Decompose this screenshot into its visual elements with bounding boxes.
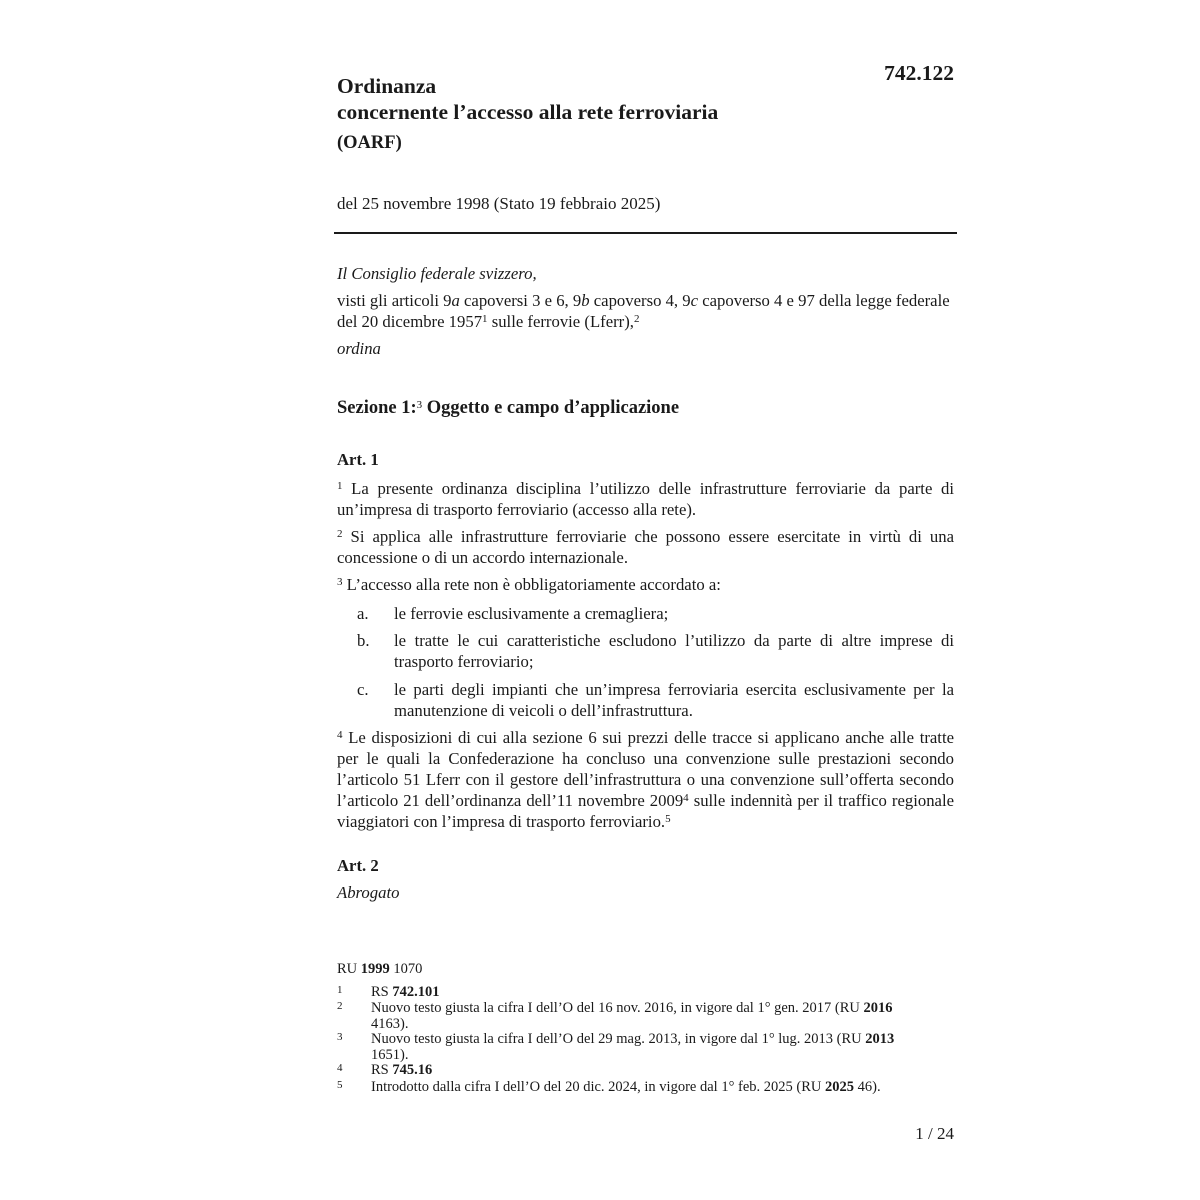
sr-number: 742.122 [884,61,954,85]
section-label: Sezione 1: [337,398,417,418]
footnote-text: Introdotto dalla cifra I dell’O del 20 dic. 2024, in vigore dal 1° feb. 2025 (RU [371,1079,825,1095]
legal-basis-text: visti gli articoli 9 [337,291,452,310]
preamble-legal-basis [337,290,957,332]
footnote-text: 46). [853,1079,881,1095]
footnote-ref[interactable]: 5 [665,813,671,825]
title-line-1: Ordinanza [337,74,437,98]
legal-basis-text: capoversi 3 e 6, 9 [459,291,582,310]
preamble [337,263,957,359]
ru-reference [337,961,422,978]
list-item [357,630,954,672]
article-heading: Art. 1 [337,450,379,469]
footnote-number: 4 [337,1062,343,1074]
footnote [337,1063,957,1079]
footnote-text: Nuovo testo giusta la cifra I dell’O del 29 mag. 2013, in vigore dal 1° lug. 2013 (RU [371,1031,866,1047]
section-heading [337,398,679,419]
footnote-bold: 2013 [865,1031,895,1047]
paragraph-number: 2 [337,528,343,540]
preamble-decree: ordina [337,339,381,358]
header-divider [334,232,957,234]
footnote-ref[interactable]: 2 [633,313,640,325]
legal-basis-text: capoverso 4, 9 [589,291,691,310]
footnote-text: Nuovo testo giusta la cifra I dell’O del 16 nov. 2016, in vigore dal 1° gen. 2017 (RU [371,1000,864,1016]
footnote-text: 4163). [371,1015,409,1032]
title-line-2: concernente l’accesso alla rete ferroviaria [337,100,719,124]
paragraph-text: sulle indennità per il traffico regionale viaggiatori con l’impresa di trasporto ferroviario. [337,791,954,831]
paragraph-number: 4 [337,729,343,741]
footnote [337,1080,957,1096]
footnote-ref[interactable]: 1 [482,313,488,325]
list-item-label: b. [357,631,370,650]
footnote-bold: 2025 [824,1079,854,1095]
footnote [337,985,957,1001]
paragraph-number: 1 [337,480,343,492]
footnote-number: 2 [337,1000,343,1012]
paragraph-text: La presente ordinanza disciplina l’utilizzo delle infrastrutture ferroviarie da parte di un’impresa di trasporto ferroviario (accesso alla rete). [337,479,954,519]
document-date: del 25 novembre 1998 (Stato 19 febbraio 2025) [337,194,661,213]
list-item-label: c. [357,680,369,699]
footnote-number: 5 [337,1079,343,1091]
footnote-ref[interactable]: 3 [416,399,423,411]
list-item-text: le tratte le cui caratteristiche escludono l’utilizzo da parte di altre imprese di trasporto ferroviario; [394,631,954,671]
legal-basis-text: capoverso 4 e 97 della legge federale del 20 dicembre 1957 [337,291,950,331]
paragraph-number: 3 [337,576,343,588]
ru-prefix: RU [337,961,361,977]
ru-page: 1070 [389,961,423,977]
footnote-number: 3 [337,1031,343,1043]
footnote-text: 1651). [371,1046,409,1063]
footnote-number: 1 [337,984,343,996]
footnote-ref[interactable]: 4 [683,792,689,804]
footnote-bold: 2016 [863,1000,893,1016]
title-abbreviation: (OARF) [337,133,402,153]
preamble-authority: Il Consiglio federale svizzero, [337,264,537,283]
paragraph-text: Le disposizioni di cui alla sezione 6 sui prezzi delle tracce si applicano anche alle tratte per le quali la Confederazione ha concluso una convenzione sulle prestazioni secondo l’articolo 51 Lferr con il gestore dell’infrastruttura o una convenzione sull’offerta secondo l’articolo 21 dell’ordinanza dell’11 novembre 2009 [337,728,954,810]
footnote [337,1032,957,1063]
legal-basis-letter: b [581,291,590,310]
footnote-text: RS [371,984,393,1000]
list-item [357,679,954,721]
footnote [337,1001,957,1032]
footnote-text: RS [371,1062,393,1078]
legal-basis-letter: a [451,291,460,310]
paragraph-text: Si applica alle infrastrutture ferroviarie che possono essere esercitate in virtù di una concessione o di un accordo internazionale. [337,527,954,567]
ru-year: 1999 [360,961,390,977]
page-number: 1 / 24 [915,1124,954,1143]
article-paragraph [337,574,954,595]
paragraph-text: L’accesso alla rete non è obbligatoriamente accordato a: [342,575,721,594]
article-paragraph [337,727,954,832]
legal-basis-text: sulle ferrovie (Lferr), [487,312,634,331]
legal-basis-letter: c [690,291,699,310]
footnote-bold: 742.101 [392,984,440,1000]
list-item [357,603,954,624]
article-paragraph [337,478,954,520]
document-title [337,73,857,156]
list-item-text: le parti degli impianti che un’impresa ferroviaria esercita esclusivamente per la manutenzione di veicoli o dell’infrastruttura. [394,680,954,720]
section-title: Oggetto e campo d’applicazione [422,398,680,418]
article-repealed-text: Abrogato [337,883,400,902]
footnote-bold: 745.16 [392,1062,433,1078]
article-paragraph [337,526,954,568]
list-item-text: le ferrovie esclusivamente a cremagliera; [394,604,669,623]
list-item-label: a. [357,604,369,623]
article-heading: Art. 2 [337,856,379,875]
